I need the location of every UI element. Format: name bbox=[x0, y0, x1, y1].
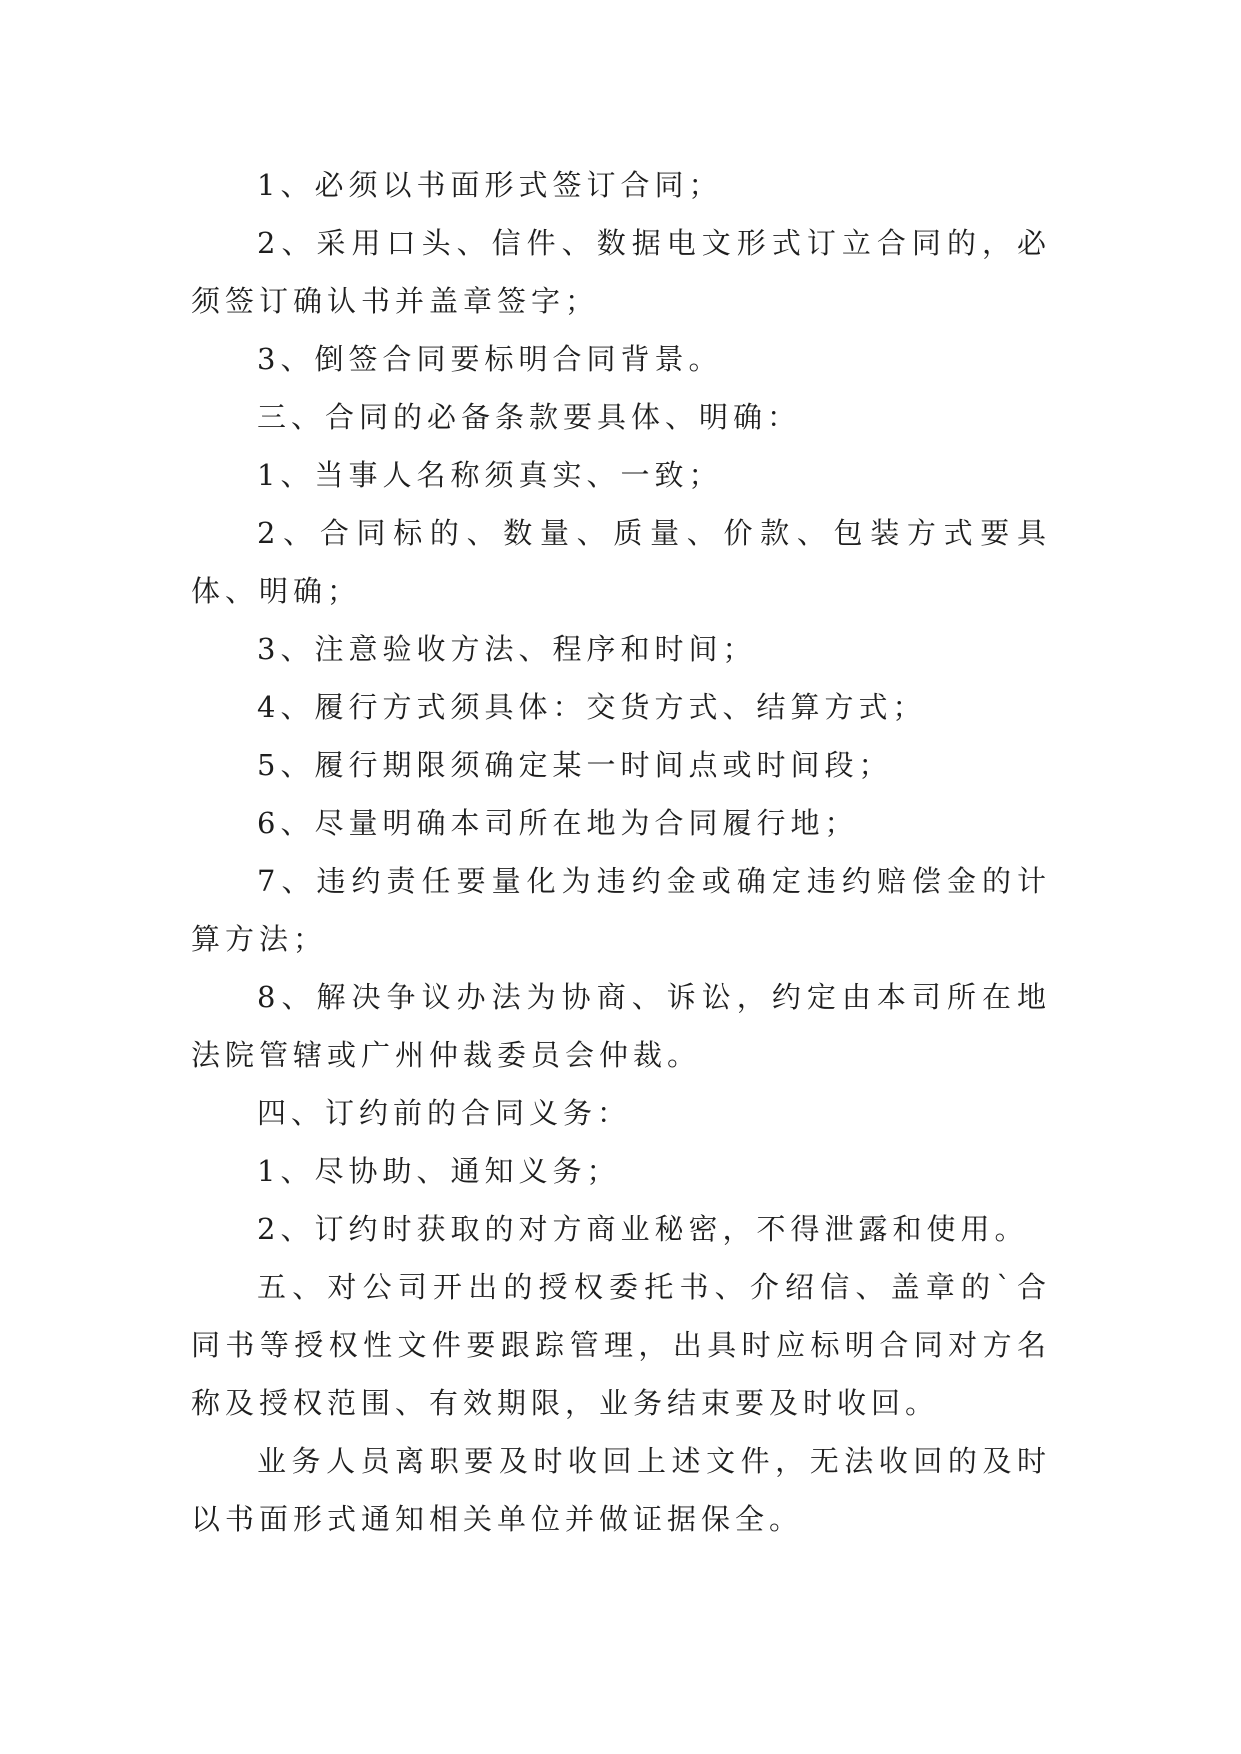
section-heading-3: 三、合同的必备条款要具体、明确： bbox=[257, 400, 802, 434]
paragraph-12: 8、解决争议办法为协商、诉讼，约定由本司所在地法院管辖或广州仲裁委员会仲裁。 bbox=[191, 980, 1051, 1072]
section-heading-5: 五、对公司开出的授权委托书、介绍信、盖章的`合同书等授权性文件要跟踪管理，出具时应标明合同对方名称及授权范围、有效期限，业务结束要及时收回。 bbox=[191, 1270, 1051, 1420]
paragraph-1: 1、必须以书面形式签订合同； bbox=[257, 168, 723, 202]
paragraph-5: 1、当事人名称须真实、一致； bbox=[257, 458, 723, 492]
paragraph-10: 6、尽量明确本司所在地为合同履行地； bbox=[257, 806, 859, 840]
paragraph-3: 3、倒签合同要标明合同背景。 bbox=[257, 342, 723, 376]
section-heading-4: 四、订约前的合同义务： bbox=[257, 1096, 632, 1130]
paragraph-8: 4、履行方式须具体：交货方式、结算方式； bbox=[257, 690, 927, 724]
paragraph-15: 2、订约时获取的对方商业秘密，不得泄露和使用。 bbox=[257, 1212, 1029, 1246]
document-body bbox=[191, 156, 1051, 1548]
paragraph-7: 3、注意验收方法、程序和时间； bbox=[257, 632, 757, 666]
paragraph-14: 1、尽协助、通知义务； bbox=[257, 1154, 621, 1188]
paragraph-2: 2、采用口头、信件、数据电文形式订立合同的，必须签订确认书并盖章签字； bbox=[191, 226, 1051, 318]
paragraph-6: 2、合同标的、数量、质量、价款、包装方式要具体、明确； bbox=[191, 516, 1051, 608]
paragraph-17: 业务人员离职要及时收回上述文件，无法收回的及时以书面形式通知相关单位并做证据保全。 bbox=[191, 1444, 1051, 1536]
paragraph-11: 7、违约责任要量化为违约金或确定违约赔偿金的计算方法； bbox=[191, 864, 1051, 956]
paragraph-9: 5、履行期限须确定某一时间点或时间段； bbox=[257, 748, 893, 782]
